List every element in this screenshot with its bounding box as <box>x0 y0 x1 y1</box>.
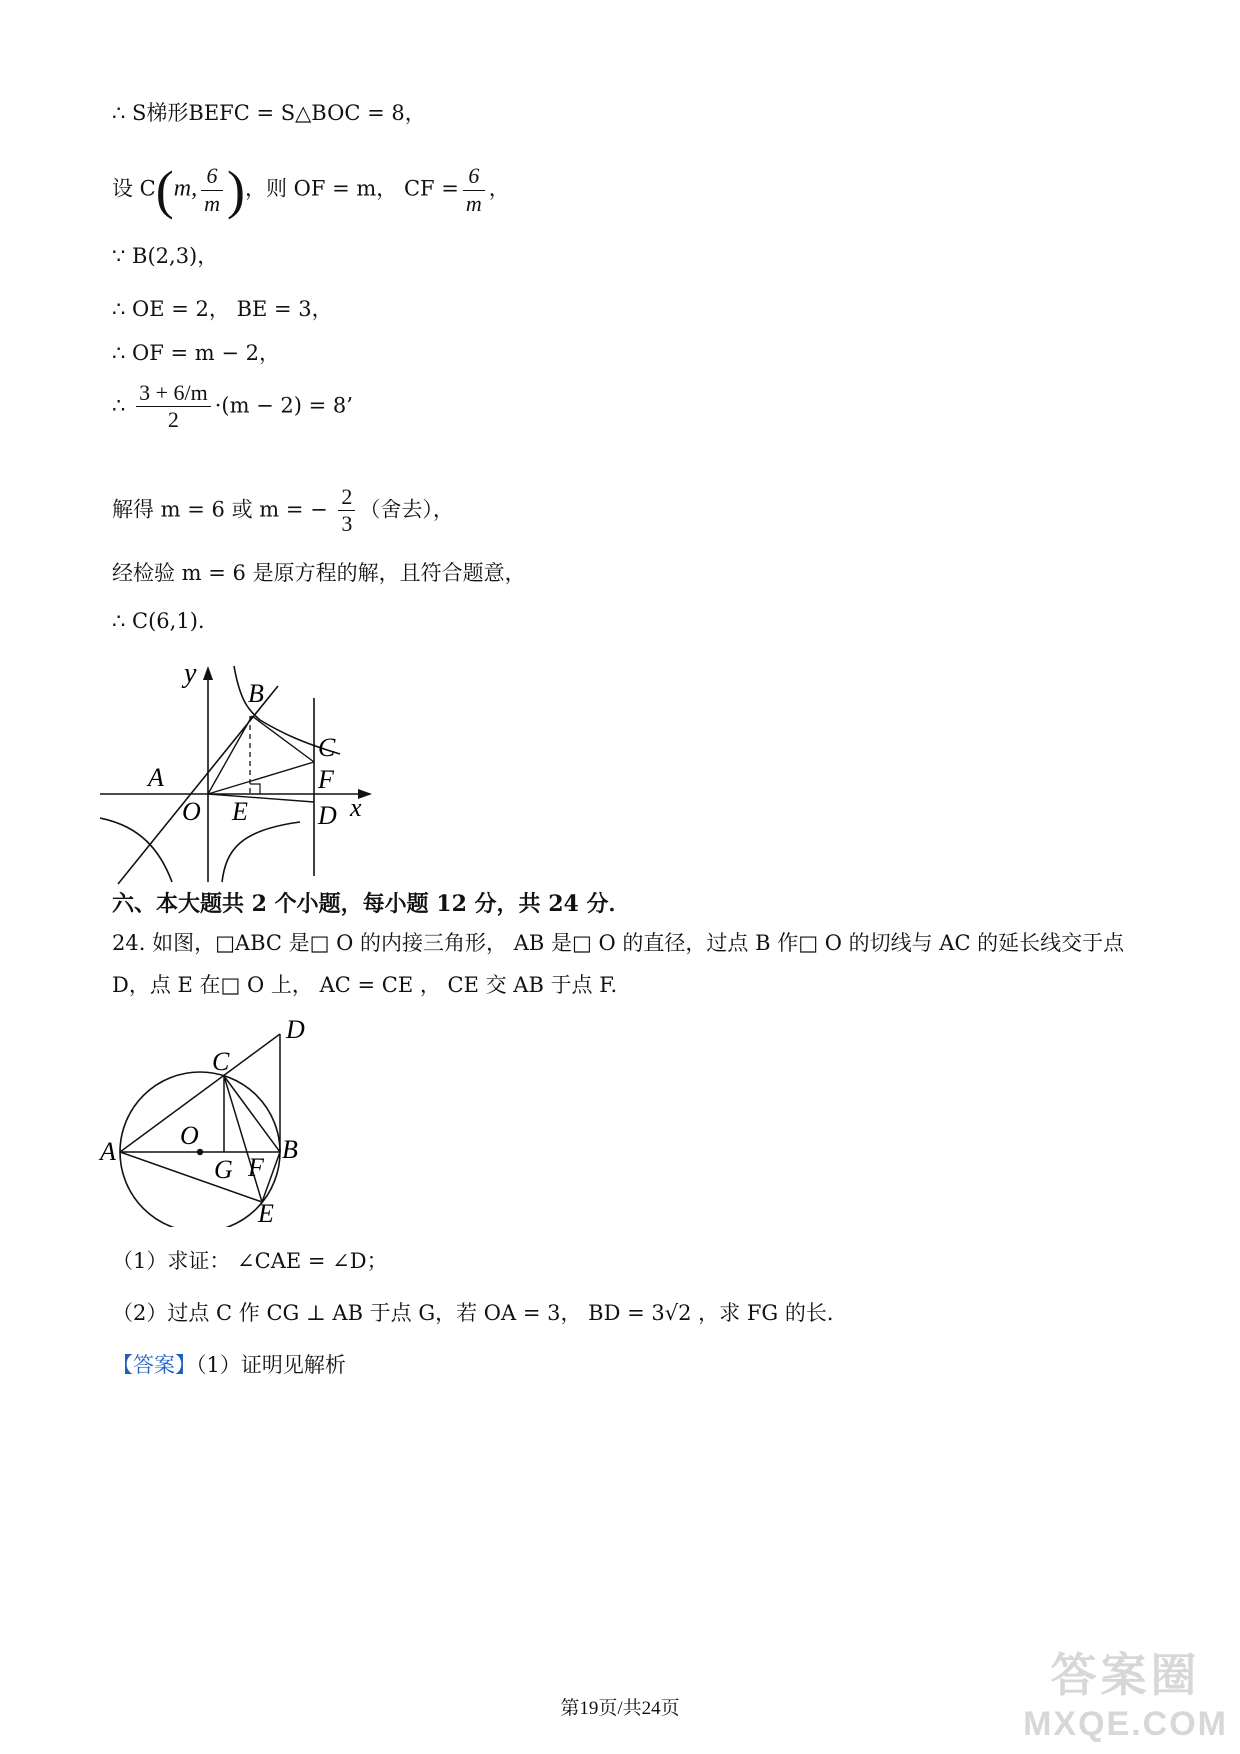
paren-close: ) <box>226 160 245 220</box>
text-area-equation: ∴ S梯形BEFC = S△BOC = 8， <box>112 101 426 125</box>
text-check: 经检验 m = 6 是原方程的解，且符合题意， <box>112 561 526 585</box>
label-c2: C <box>212 1047 230 1076</box>
label-d: D <box>318 801 337 830</box>
text-of: ∴ OF = m − 2， <box>112 341 280 365</box>
label-o: O <box>182 797 201 826</box>
y-arrow <box>203 666 213 680</box>
label-b2: B <box>282 1135 298 1164</box>
text-solve: 解得 m = 6 或 m = − <box>112 497 328 522</box>
frac-num-2: 6 <box>463 163 485 190</box>
fraction-2-3 <box>338 484 355 538</box>
text-m: m, <box>173 175 198 202</box>
text-q24-line2: D，点 E 在□ O 上， AC = CE ， CE 交 AB 于点 F. <box>112 973 618 997</box>
page-number: 第19页/共24页 <box>560 1698 680 1719</box>
paren-open: ( <box>155 160 174 220</box>
solution-line-b <box>112 243 218 270</box>
watermark-line1: 答案圈 <box>1050 1649 1201 1701</box>
right-angle-mark <box>250 784 260 794</box>
label-g2: G <box>214 1155 233 1184</box>
frac-den-2: m <box>465 190 482 216</box>
section-heading <box>112 890 631 919</box>
seg-ae <box>120 1152 262 1202</box>
hyperbola-right-lower <box>222 822 300 882</box>
text-discard: （舍去）， <box>359 497 454 522</box>
answer-text: （1）证明见解析 <box>196 1353 346 1377</box>
solution-line-solve <box>112 484 454 538</box>
label-b: B <box>248 679 264 708</box>
frac-num-3: 3 + 6/m <box>136 380 211 407</box>
frac-den-3: 2 <box>167 407 179 433</box>
hyperbola-left-lower <box>100 818 172 882</box>
sub-question-2 <box>112 1300 848 1327</box>
line-ab <box>118 686 278 884</box>
text-section-heading: 六、本大题共 2 个小题，每小题 12 分，共 24 分． <box>112 891 631 917</box>
fraction-6-m <box>201 163 223 217</box>
frac-num: 6 <box>201 163 223 190</box>
text-set-c: 设 C <box>112 176 156 201</box>
label-y: y <box>184 658 197 689</box>
seg-be <box>262 1152 280 1202</box>
text-q24-line1: 24. 如图，□ABC 是□ O 的内接三角形， AB 是□ O 的直径，过点 B 作□ O 的切线与 AC 的延长线交于点 <box>112 931 1125 955</box>
frac-num-4: 2 <box>338 484 355 511</box>
answer-line <box>112 1352 346 1379</box>
solution-line-of <box>112 340 280 367</box>
fraction-trapezoid <box>136 380 211 434</box>
seg-bc <box>252 716 314 762</box>
text-b-coord: ∵ B(2,3)， <box>112 244 219 268</box>
solution-line-oe-be <box>112 296 333 323</box>
label-f2: F <box>248 1153 264 1182</box>
solution-line-check <box>112 560 526 587</box>
solution-line-c <box>112 608 205 635</box>
label-a2: A <box>100 1137 116 1166</box>
label-o2: O <box>180 1121 199 1150</box>
answer-tag: 【答案】 <box>112 1353 196 1377</box>
text-q1: （1）求证： ∠CAE = ∠D； <box>112 1249 388 1273</box>
text-of-cf: ，则 OF = m， CF = <box>244 176 459 201</box>
text-comma: ， <box>488 176 510 201</box>
label-d2: D <box>286 1015 305 1044</box>
label-e: E <box>232 797 248 826</box>
watermark-line2: MXQE.COM <box>1023 1705 1228 1743</box>
label-a: A <box>148 763 164 792</box>
label-f: F <box>318 765 334 794</box>
seg-ad <box>120 1034 280 1152</box>
sub-question-1 <box>112 1248 388 1275</box>
watermark-logo <box>1023 1639 1228 1744</box>
fraction-cf <box>463 163 485 217</box>
text-oe-be: ∴ OE = 2， BE = 3， <box>112 297 333 321</box>
label-c: C <box>318 733 336 762</box>
coordinate-figure <box>100 650 400 890</box>
text-therefore: ∴ <box>112 393 126 418</box>
label-x: x <box>350 793 362 822</box>
text-q2: （2）过点 C 作 CG ⊥ AB 于点 G，若 OA = 3， BD = 3√2 ，求 FG 的长． <box>112 1301 848 1325</box>
text-equation-rest: ·(m − 2) = 8’ <box>214 393 353 418</box>
frac-den: m <box>204 190 220 216</box>
frac-den-4: 3 <box>341 511 353 537</box>
circle-figure <box>96 1012 346 1227</box>
question-24-line1 <box>112 930 1124 957</box>
solution-line-equation <box>112 380 353 434</box>
solution-line-area <box>112 100 426 127</box>
solution-line-set-c <box>112 155 510 225</box>
question-24-line2 <box>112 972 617 999</box>
text-c-coord: ∴ C(6,1). <box>112 609 205 633</box>
seg-od <box>208 794 314 802</box>
label-e2: E <box>258 1199 274 1227</box>
seg-cb <box>224 1076 280 1152</box>
